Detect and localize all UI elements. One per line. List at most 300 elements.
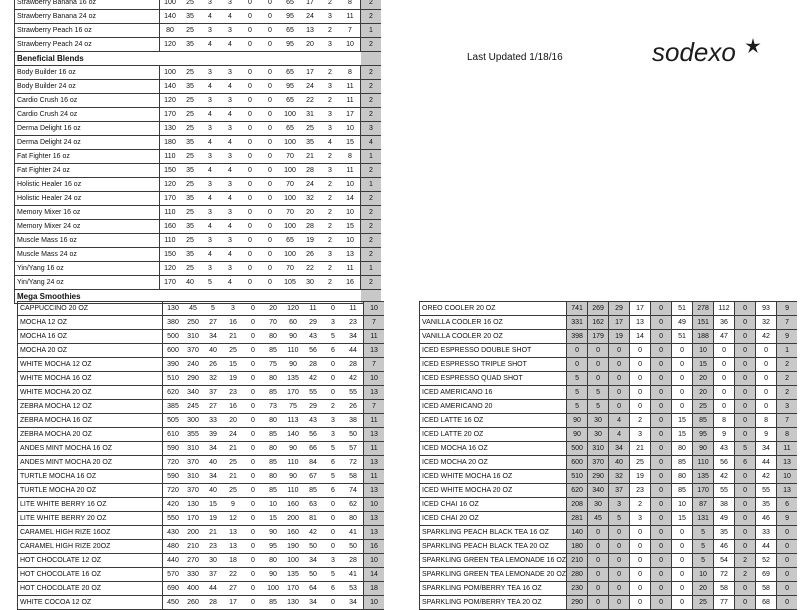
value-cell: 0 [651,498,672,512]
value-cell [340,52,361,66]
value-cell: 188 [693,330,714,344]
value-cell: 15 [672,428,693,442]
value-cell: 0 [777,540,798,554]
value-cell: 20 [300,38,320,52]
value-cell: 34 [343,596,364,610]
value-cell: 23 [203,540,223,554]
value-cell: 64 [303,582,323,596]
value-cell: 240 [183,358,203,372]
value-cell: 40 [180,276,200,290]
value-cell: 2 [361,220,382,234]
item-name-cell: SPARKLING PEACH BLACK TEA 20 OZ [420,540,567,554]
value-cell: 4 [200,248,220,262]
value-cell: 3 [320,38,340,52]
value-cell: 0 [243,596,263,610]
value-cell: 0 [323,498,343,512]
value-cell: 90 [693,442,714,456]
value-cell: 0 [240,150,260,164]
value-cell: 14 [340,192,361,206]
value-cell [260,52,280,66]
value-cell: 0 [567,358,588,372]
value-cell: 5 [588,400,609,414]
value-cell: 370 [588,456,609,470]
value-cell: 3 [220,206,240,220]
value-cell: 0 [735,582,756,596]
value-cell: 278 [693,302,714,316]
item-name-cell: VANILLA COOLER 20 OZ [420,330,567,344]
value-cell: 162 [588,316,609,330]
item-name-cell: ICED AMERICANO 20 [420,400,567,414]
value-cell: 32 [203,372,223,386]
value-cell: 7 [364,358,385,372]
value-cell: 310 [183,470,203,484]
value-cell: 3 [223,302,243,316]
value-cell: 385 [163,400,184,414]
value-cell: 23 [223,386,243,400]
value-cell: 57 [343,442,364,456]
value-cell: 130 [183,498,203,512]
value-cell: 400 [183,582,203,596]
value-cell: 30 [300,276,320,290]
value-cell: 2 [735,568,756,582]
value-cell: 40 [203,344,223,358]
value-cell: 35 [180,136,200,150]
value-cell: 4 [320,136,340,150]
value-cell: 40 [609,456,630,470]
value-cell: 30 [203,554,223,568]
value-cell: 100 [280,220,300,234]
value-cell: 0 [588,596,609,610]
value-cell: 100 [280,192,300,206]
table-row [420,302,798,316]
value-cell: 0 [240,10,260,24]
value-cell: 5 [693,540,714,554]
value-cell: 2 [777,372,798,386]
value-cell: 0 [651,526,672,540]
value-cell: 0 [240,24,260,38]
value-cell: 0 [243,526,263,540]
value-cell: 75 [283,400,303,414]
value-cell: 0 [672,582,693,596]
value-cell: 0 [672,568,693,582]
value-cell: 5 [588,386,609,400]
value-cell: 0 [243,414,263,428]
value-cell: 9 [777,330,798,344]
value-cell: 25 [180,178,200,192]
value-cell: 110 [283,456,303,470]
value-cell: 20 [300,206,320,220]
item-name-cell: Holistic Healer 16 oz [15,178,160,192]
value-cell [240,52,260,66]
value-cell: 77 [714,596,735,610]
value-cell: 33 [203,414,223,428]
table-row [420,386,798,400]
value-cell: 270 [183,554,203,568]
value-cell: 36 [714,316,735,330]
value-cell: 0 [243,498,263,512]
value-cell: 35 [180,10,200,24]
value-cell: 21 [223,470,243,484]
value-cell: 69 [756,568,777,582]
value-cell: 58 [343,470,364,484]
value-cell: 0 [240,276,260,290]
value-cell: 130 [163,302,184,316]
value-cell: 35 [180,192,200,206]
value-cell [300,52,320,66]
value-cell: 13 [300,24,320,38]
value-cell: 3 [200,0,220,10]
value-cell: 690 [163,582,184,596]
value-cell: 20 [693,372,714,386]
value-cell: 16 [340,276,361,290]
value-cell: 90 [263,568,283,582]
value-cell: 0 [260,122,280,136]
value-cell: 80 [263,470,283,484]
value-cell: 4 [200,10,220,24]
value-cell: 110 [283,484,303,498]
value-cell: 11 [340,164,361,178]
value-cell: 480 [163,540,184,554]
table-row [18,596,385,610]
table-row [420,330,798,344]
table-row [15,66,382,80]
value-cell: 29 [303,400,323,414]
value-cell: 0 [588,582,609,596]
value-cell: 2 [361,108,382,122]
value-cell: 0 [672,540,693,554]
item-name-cell: HOT CHOCOLATE 20 OZ [18,582,163,596]
value-cell: 370 [183,344,203,358]
table-row [420,540,798,554]
value-cell: 135 [693,470,714,484]
value-cell: 0 [756,344,777,358]
value-cell: 0 [777,596,798,610]
value-cell: 590 [163,470,184,484]
value-cell: 0 [243,484,263,498]
value-cell: 170 [160,108,181,122]
item-name-cell: WHITE MOCHA 20 OZ [18,386,163,400]
value-cell: 5 [693,554,714,568]
value-cell: 0 [651,428,672,442]
value-cell: 80 [343,512,364,526]
value-cell: 85 [693,414,714,428]
value-cell: 90 [263,526,283,540]
value-cell: 27 [203,400,223,414]
value-cell: 85 [263,484,283,498]
item-name-cell: VANILLA COOLER 16 OZ [420,316,567,330]
value-cell: 2 [361,80,382,94]
value-cell: 55 [343,386,364,400]
value-cell: 34 [203,442,223,456]
value-cell: 0 [243,470,263,484]
value-cell: 90 [283,470,303,484]
value-cell: 3 [200,262,220,276]
table-row [15,108,382,122]
value-cell: 8 [340,150,361,164]
value-cell: 26 [300,248,320,262]
value-cell: 5 [567,372,588,386]
value-cell: 2 [320,234,340,248]
value-cell: 11 [340,80,361,94]
value-cell: 160 [283,498,303,512]
value-cell: 2 [361,206,382,220]
item-name-cell: SPARKLING GREEN TEA LEMONADE 16 OZ [420,554,567,568]
value-cell: 1 [777,344,798,358]
item-name-cell: MOCHA 20 OZ [18,344,163,358]
value-cell: 13 [223,526,243,540]
value-cell: 4 [220,164,240,178]
table-row [15,94,382,108]
value-cell: 0 [630,358,651,372]
value-cell: 14 [364,568,385,582]
value-cell: 28 [300,164,320,178]
value-cell: 0 [609,596,630,610]
value-cell: 32 [756,316,777,330]
value-cell: 16 [223,400,243,414]
table-row [15,122,382,136]
value-cell: 0 [588,554,609,568]
item-name-cell: Yin/Yang 24 oz [15,276,160,290]
value-cell: 42 [756,330,777,344]
value-cell: 68 [756,596,777,610]
table-row [18,414,385,428]
value-cell: 3 [323,554,343,568]
value-cell: 11 [364,414,385,428]
table-row [18,302,385,316]
table-row [18,442,385,456]
value-cell: 245 [183,400,203,414]
value-cell: 3 [220,234,240,248]
item-name-cell: ICED MOCHA 16 OZ [420,442,567,456]
value-cell: 80 [263,372,283,386]
value-cell: 0 [735,470,756,484]
value-cell: 80 [672,442,693,456]
value-cell: 13 [777,456,798,470]
value-cell: 35 [180,38,200,52]
value-cell: 34 [303,596,323,610]
table-row [15,178,382,192]
value-cell: 15 [672,512,693,526]
value-cell: 2 [777,358,798,372]
value-cell: 0 [651,372,672,386]
value-cell: 37 [609,484,630,498]
value-cell: 0 [243,358,263,372]
value-cell: 0 [240,178,260,192]
item-name-cell: TURTLE MOCHA 20 OZ [18,484,163,498]
value-cell: 25 [180,122,200,136]
value-cell: 3 [200,66,220,80]
value-cell: 0 [260,0,280,10]
right-nutrition-table [419,301,797,610]
table-row [420,344,798,358]
value-cell: 0 [609,568,630,582]
value-cell: 13 [364,526,385,540]
item-name-cell: LITE WHITE BERRY 20 OZ [18,512,163,526]
value-cell: 42 [303,372,323,386]
value-cell: 8 [340,0,361,10]
table-row [18,498,385,512]
value-cell: 25 [630,456,651,470]
value-cell: 43 [303,414,323,428]
value-cell: 0 [260,136,280,150]
table-row [420,582,798,596]
item-name-cell: Memory Mixer 16 oz [15,206,160,220]
value-cell: 45 [183,302,203,316]
value-cell: 10 [263,498,283,512]
value-cell: 10 [340,122,361,136]
value-cell: 4 [220,136,240,150]
value-cell: 2 [361,66,382,80]
value-cell: 0 [756,386,777,400]
value-cell: 6 [323,582,343,596]
value-cell: 65 [280,24,300,38]
value-cell: 93 [756,302,777,316]
value-cell: 2 [361,248,382,262]
value-cell: 34 [203,470,223,484]
value-cell: 100 [280,136,300,150]
value-cell: 100 [280,248,300,262]
value-cell: 10 [777,470,798,484]
value-cell: 1 [361,24,382,38]
value-cell: 25 [180,66,200,80]
value-cell: 7 [364,316,385,330]
item-name-cell: Muscle Mass 24 oz [15,248,160,262]
value-cell: 22 [300,262,320,276]
value-cell: 15 [340,220,361,234]
value-cell: 10 [340,38,361,52]
value-cell: 13 [364,484,385,498]
value-cell: 2 [361,192,382,206]
value-cell: 13 [223,540,243,554]
value-cell: 73 [263,400,283,414]
table-row [18,470,385,484]
value-cell: 2 [320,0,340,10]
value-cell: 180 [567,540,588,554]
item-name-cell: ICED ESPRESSO DOUBLE SHOT [420,344,567,358]
value-cell: 140 [160,10,181,24]
item-name-cell: ICED CHAI 20 OZ [420,512,567,526]
value-cell: 0 [243,456,263,470]
value-cell: 0 [672,358,693,372]
value-cell: 0 [240,164,260,178]
value-cell: 80 [263,442,283,456]
value-cell: 25 [180,0,200,10]
value-cell [220,52,240,66]
value-cell: 0 [735,358,756,372]
value-cell: 0 [588,358,609,372]
item-name-cell: SPARKLING PEACH BLACK TEA 16 OZ [420,526,567,540]
table-row [18,386,385,400]
value-cell: 55 [303,386,323,400]
value-cell: 2 [630,498,651,512]
value-cell: 17 [223,596,243,610]
value-cell: 0 [609,540,630,554]
value-cell: 0 [243,372,263,386]
value-cell: 0 [243,428,263,442]
value-cell: 0 [243,386,263,400]
item-name-cell: ICED CHAI 16 OZ [420,498,567,512]
item-name-cell: ICED WHITE MOCHA 16 OZ [420,470,567,484]
value-cell: 5 [323,330,343,344]
value-cell: 610 [163,428,184,442]
value-cell: 330 [183,568,203,582]
value-cell: 42 [343,372,364,386]
value-cell: 70 [280,262,300,276]
value-cell: 0 [651,540,672,554]
value-cell: 21 [223,442,243,456]
table-row [18,344,385,358]
value-cell: 0 [651,596,672,610]
value-cell: 2 [630,414,651,428]
value-cell: 11 [340,262,361,276]
value-cell: 0 [260,192,280,206]
item-name-cell: MOCHA 12 OZ [18,316,163,330]
value-cell: 0 [714,344,735,358]
value-cell: 0 [651,330,672,344]
value-cell: 81 [303,512,323,526]
value-cell: 37 [203,568,223,582]
value-cell: 5 [567,386,588,400]
value-cell: 0 [630,540,651,554]
value-cell: 11 [777,442,798,456]
value-cell: 0 [735,400,756,414]
value-cell: 28 [343,358,364,372]
value-cell: 49 [714,512,735,526]
value-cell: 0 [260,164,280,178]
value-cell: 0 [651,568,672,582]
value-cell: 10 [693,568,714,582]
value-cell: 3 [323,428,343,442]
value-cell: 5 [609,512,630,526]
value-cell: 3 [200,178,220,192]
table-row [15,192,382,206]
value-cell: 33 [756,526,777,540]
table-row [420,596,798,610]
value-cell: 500 [163,330,184,344]
value-cell: 0 [260,10,280,24]
value-cell: 3 [320,164,340,178]
value-cell: 85 [263,456,283,470]
value-cell: 2 [735,554,756,568]
value-cell: 17 [630,302,651,316]
value-cell: 5 [323,568,343,582]
value-cell: 0 [735,498,756,512]
table-row [15,248,382,262]
value-cell: 0 [243,554,263,568]
item-name-cell: ZEBRA MOCHA 20 OZ [18,428,163,442]
top-nutrition-table [14,0,381,304]
value-cell: 0 [260,150,280,164]
value-cell: 170 [183,512,203,526]
item-name-cell: CARAMEL HIGH RIZE 20OZ [18,540,163,554]
value-cell: 130 [283,596,303,610]
value-cell: 269 [588,302,609,316]
item-name-cell: Body Builder 16 oz [15,66,160,80]
item-name-cell: CARAMEL HIGH RIZE 16OZ [18,526,163,540]
value-cell: 0 [588,526,609,540]
value-cell: 11 [364,470,385,484]
value-cell: 8 [340,66,361,80]
value-cell: 85 [263,428,283,442]
value-cell: 0 [588,372,609,386]
table-row [15,234,382,248]
value-cell: 0 [260,206,280,220]
value-cell: 10 [693,344,714,358]
value-cell: 355 [183,428,203,442]
value-cell: 0 [243,344,263,358]
value-cell: 32 [300,192,320,206]
table-row [15,24,382,38]
